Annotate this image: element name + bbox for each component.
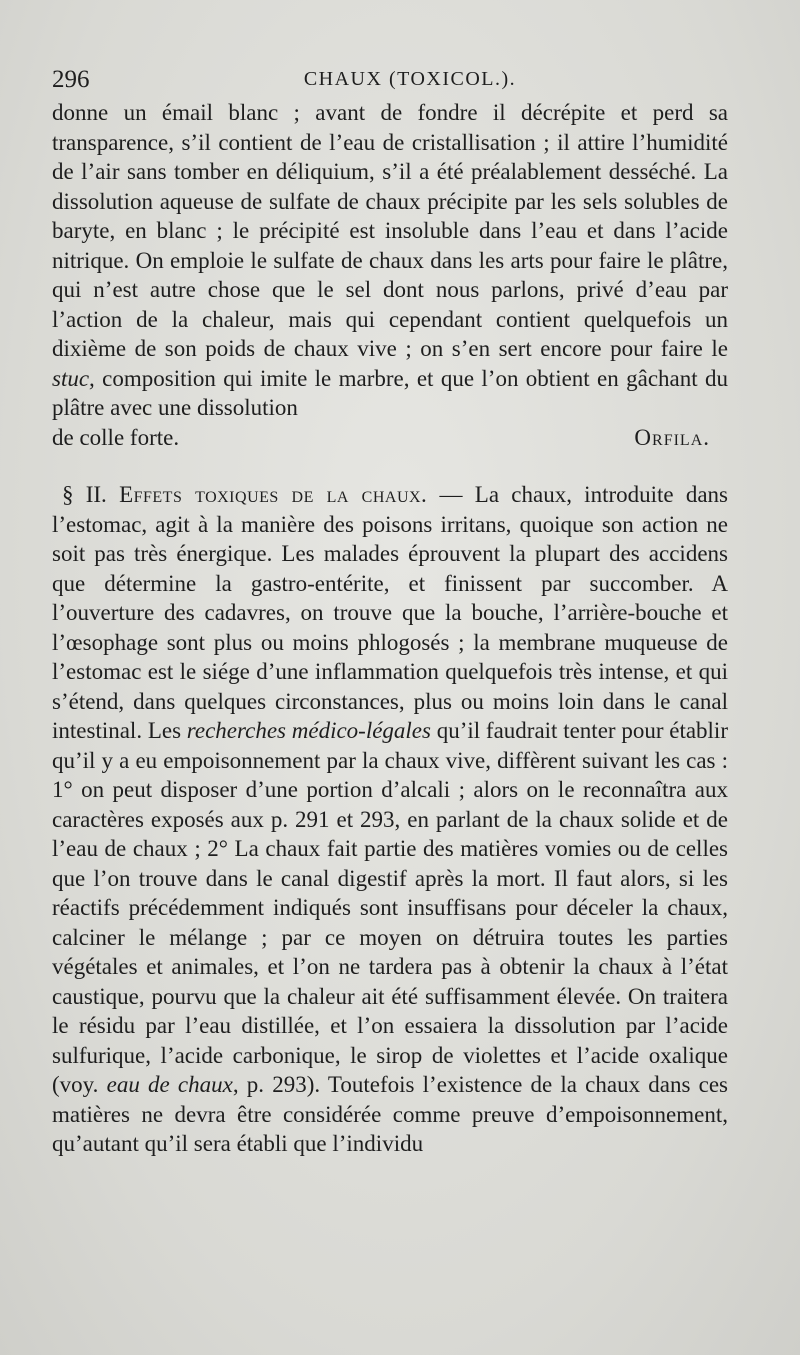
paragraph-sulfate-de-chaux xyxy=(52,98,728,423)
section-text-end: , p. 293). Toutefois l’existence de la chaux dans ces matières ne devra être considérée comme preuve d’empoisonnement, qu’autant qu’il sera établi que l’individu xyxy=(52,1072,729,1156)
italic-term-eau-de-chaux: eau de chaux xyxy=(106,1072,233,1097)
paragraph-text: donne un émail blanc ; avant de fondre il décrépite et perd sa transparence, s’il contient de l’eau de cristallisation ; il attire l’humidité de l’air sans tomber en déliquium, s’il a été préalablement desséché. La dissolution aqueuse de sulfate de chaux précipite par les sels solubles de baryte, en blanc ; le précipité est insoluble dans l’eau et dans l’acide nitrique. On emploie le sulfate de chaux dans les arts pour faire le plâtre, qui n’est autre chose que le sel dont nous parlons, privé d’eau par l’action de la chaleur, mais qui cependant contient quelquefois un dixième de son poids de chaux vive ; on s’en sert encore pour faire le xyxy=(52,100,728,361)
page-number: 296 xyxy=(52,66,90,93)
running-head: CHAUX (TOXICOL.). xyxy=(303,68,517,90)
paragraph-last-line: de colle forte. xyxy=(52,424,180,450)
paragraph-text-continued: composition qui imite le marbre, et que l’on obtient en gâchant du plâtre avec une dissolution xyxy=(52,365,728,420)
body-text xyxy=(52,98,728,1159)
italic-term-recherches: recherches médico-légales xyxy=(186,718,431,743)
section-text-continued: qu’il faudrait tenter pour établir qu’il y a eu empoisonnement par la chaux vive, diffèrent suivant les cas : 1° on peut disposer d’une portion d’alcali ; alors on le reconnaîtra aux caractères exposés aux p. 291 et 293, en parlant de la chaux solide et de l’eau de chaux ; 2° La chaux fait partie des matières vomies ou de celles que l’on trouve dans le canal digestif après la mort. Il faut alors, si les réactifs précédemment indiqués sont insuffisans pour déceler la chaux, calciner le mélange ; par ce moyen on détruira toutes les parties végétales et animales, et l’on ne tardera pas à obtenir la chaux à l’état caustique, pourvu que la chaleur ait été suffisamment élevée. On traitera le résidu par l’eau distillée, et l’on essaiera la dissolution par l’acide sulfurique, l’acide carbonique, le sirop de violettes et l’acide oxalique (voy. xyxy=(52,718,728,1097)
signature-line xyxy=(52,423,728,453)
section-text: — La chaux, introduite dans l’estomac, agit à la manière des poisons irritans, quoique son action ne soit pas très énergique. Les malades éprouvent la plupart des accidens que détermine la gastro-entérite, et finissent par succomber. A l’ouverture des cadavres, on trouve que la bouche, l’arrière-bouche et l’œsophage sont plus ou moins phlogosés ; la membrane muqueuse de l’estomac est le siége d’une inflammation quelquefois très intense, et qui s’étend, dans quelques circonstances, plus ou moins loin dans le canal intestinal. Les xyxy=(52,482,729,743)
section-effets-toxiques xyxy=(52,480,728,1159)
author-signature: Orfila. xyxy=(634,424,710,450)
section-heading: Effets toxiques de la chaux. xyxy=(119,482,428,507)
italic-term-stuc: stuc, xyxy=(52,365,95,391)
page-header xyxy=(52,62,728,98)
section-number: § II. xyxy=(62,482,107,507)
